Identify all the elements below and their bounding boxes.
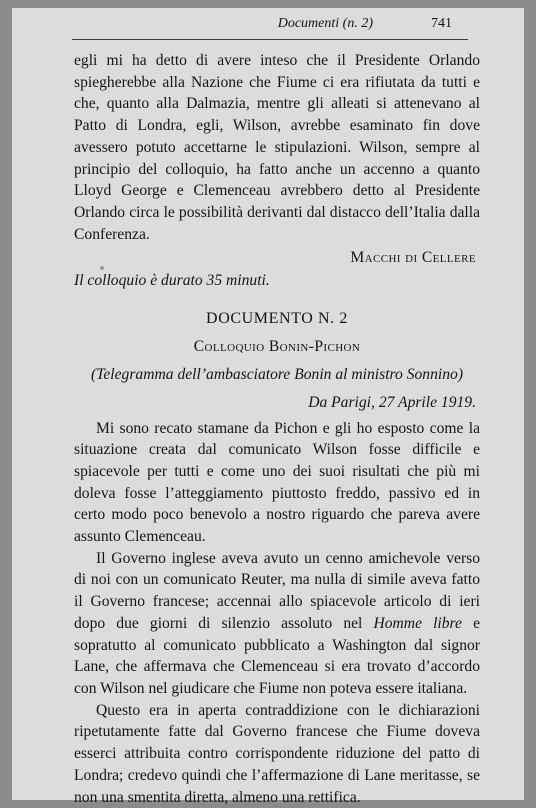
header-rule [72, 39, 468, 40]
paragraph-2 [74, 548, 480, 700]
document-title: DOCUMENTO N. 2 [206, 309, 348, 327]
telegram-note: (Telegramma dell’ambasciatore Bonin al ministro Sonnino) [90, 366, 464, 384]
paragraph-1: Mi sono recato stamane da Pichon e gli ho esposto come la situazione creata dal comunicato Wilson fosse difficile e spiacevole per tutti e come uno dei suoi risultati che più mi doleva fosse l’atteggiamento piuttosto freddo, passivo ed in certo modo poco benevolo a nostro riguardo che pareva avere assunto Clemenceau. [74, 419, 480, 546]
page-body [74, 50, 480, 808]
signature: Macchi di Cellere [350, 249, 476, 267]
book-page [12, 8, 524, 806]
dateline [74, 392, 480, 414]
paragraph-2-part-1: Il Governo inglese aveva avuto un cenno amichevole verso di noi con un comunicato Reuter, ma nulla di simile aveva fatto il Governo francese; accennai allo spiacevole articolo di ieri dopo due giorni di silenzio assoluto nel [74, 549, 480, 632]
page-number: 741 [431, 16, 452, 31]
running-title: Documenti (n. 2) [277, 16, 373, 31]
dateline-place: Da Parigi, [308, 393, 375, 411]
running-header [72, 16, 452, 32]
closing-note: Il colloquio è durato 35 minuti. [74, 272, 270, 290]
paragraph-3: Questo era in aperta contraddizione con le dichiarazioni ripetutamente fatte dal Governo francese che Fiume doveva esserci attribuita contro corrispondente riduzione del patto di Londra; credevo quindi che l’affermazione di Lane meritasse, se non una smentita diretta, almeno una rettifica. [74, 701, 480, 806]
dateline-date: 27 Aprile 1919. [378, 393, 476, 411]
carry-over-paragraph: egli mi ha detto di avere inteso che il Presidente Orlando spiegherebbe alla Nazione che Fiume ci era rifiutata da tutti e che, quanto alla Dalmazia, mentre gli alleati si attenevano al Patto di Londra, egli, Wilson, avrebbe esaminato fin dove avessero potuto accettarne le stipulazioni. Wilson, sempre al principio del colloquio, ha fatto anche un accenno a quanto Lloyd George e Clemenceau avrebbero detto al Presidente Orlando circa le possibilità derivanti dal distacco dell’Italia dalla Conferenza. [74, 52, 480, 243]
newspaper-title: Homme libre [373, 614, 462, 632]
paragraph-2-part-2: e sopratutto al comunicato pubblicato a Washington dal signor Lane, che affermava che Clemenceau si era trovato d’accordo con Wilson nel giudicare che Fiume non poteva essere italiana. [74, 614, 480, 697]
document-subject: Colloquio Bonin-Pichon [193, 338, 361, 356]
